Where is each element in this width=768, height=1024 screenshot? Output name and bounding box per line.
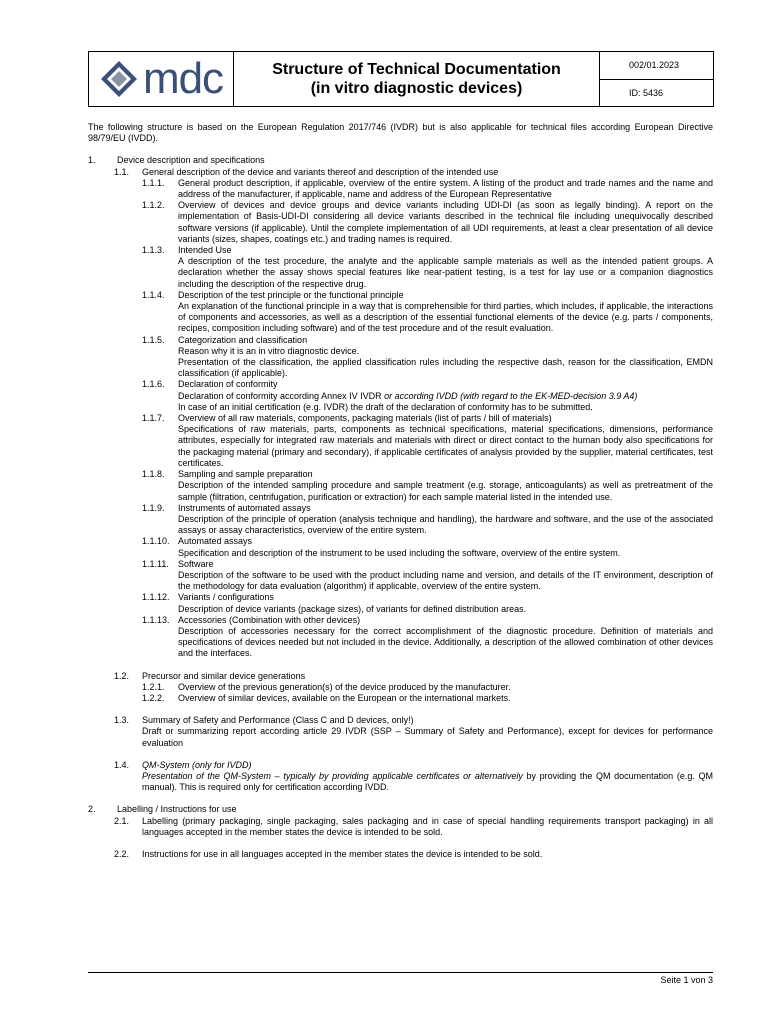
- item-line: A description of the test procedure, the analyte and the applicable sample materials as well as the intended patient groups. A declaration whether the assay shows special features like near-patient testing, is a test for lay use or a companion diagnostics including the description of the respective drug.: [178, 256, 713, 289]
- qm-text-plain: by providing the QM documentation (e.g. QM manual). This is required only for certification according IVDD.: [142, 770, 713, 793]
- item-line: Categorization and classification: [178, 334, 308, 345]
- subsection-text: Labelling (primary packaging, single packaging, sales packaging and in case of special handling requirements transport packaging) in all languages accepted in the member states the device is intended to be sold.: [142, 815, 713, 837]
- item-line: Description of the intended sampling procedure and sample treatment (e.g. storage, anticoagulants) as well as pretreatment of the sample (filtration, centrifugation, purification or extraction) for each sample material listed in the intended use.: [178, 480, 713, 502]
- item-line: Automated assays: [178, 536, 253, 547]
- item-line: Accessories (Combination with other devices): [178, 614, 361, 625]
- subsection-heading: [88, 715, 713, 749]
- item-line: Sampling and sample preparation: [178, 469, 313, 480]
- item-text: Overview of the previous generation(s) of the device produced by the manufacturer.: [178, 681, 511, 692]
- item-line: Declaration of conformity: [178, 379, 278, 390]
- qm-text-italic: Presentation of the QM-System – typically by providing applicable certificates or alternatively: [142, 770, 523, 781]
- mdc-logo-icon: [99, 59, 139, 99]
- item-body: [178, 245, 713, 290]
- section-heading: [88, 155, 713, 166]
- list-item: [88, 503, 713, 537]
- item-line: Specifications of raw materials, parts, components as technical specifications, material specifications, dimensions, performance attributes, especially for integrated raw materials and materials with direct or direct contact to the human body also specifications for the packaging material (primary and secondary), if applicable certificates of analysis provided by the supplier, material certificates, test certificates.: [178, 424, 713, 468]
- item-body: [178, 413, 713, 469]
- item-number: 1.1.7.: [142, 413, 165, 424]
- list-item: [88, 682, 713, 693]
- subsection-number: 2.1.: [114, 815, 130, 826]
- doc-number: 002/01.2023: [600, 52, 713, 80]
- item-line: [178, 391, 713, 402]
- item-line: Overview of devices and device groups and device variants including UDI-DI (as soon as legally binding). A report on the implementation of Basis-UDI-DI considering all device variants described in the technical file including unequivocally described software versions (if applicable). Until the complete implementation of all UDI requirements, at least a clear presentation of all device variants (sizes, shapes, coatings etc.) and trading names is required.: [178, 200, 713, 244]
- item-line: Instruments of automated assays: [178, 502, 311, 513]
- subsection-text: [142, 771, 713, 793]
- item-body: [178, 536, 713, 558]
- item-line: Description of the software to be used with the product including name and version, and details of the IT environment, description of the methodology for data evaluation (algorithm) if applicable, overview of the entire system.: [178, 569, 713, 592]
- document-title: [234, 52, 600, 106]
- list-item: [88, 413, 713, 469]
- list-item: [88, 335, 713, 380]
- item-number: 1.1.9.: [142, 502, 165, 513]
- item-body: [178, 290, 713, 335]
- item-body: [178, 559, 713, 593]
- item-line: Description of device variants (package sizes), of variants for defined distribution areas.: [178, 603, 527, 614]
- section-number: 2.: [88, 804, 96, 815]
- item-number: 1.1.5.: [142, 334, 165, 345]
- item-line: Specification and description of the instrument to be used including the software, overview of the entire system.: [178, 547, 621, 558]
- subsection-text: Draft or summarizing report according article 29 IVDR (SSP – Summary of Safety and Performance), except for devices for performance evaluation: [142, 726, 713, 748]
- subsection-title: Summary of Safety and Performance (Class C and D devices, only!): [142, 715, 414, 726]
- subsection-heading: [88, 671, 713, 682]
- decl-plain: Declaration of conformity according Annex IV IVDR: [178, 390, 385, 401]
- list-item: [88, 536, 713, 558]
- section-title: Labelling / Instructions for use: [117, 804, 237, 815]
- subsection-number: 1.2.: [114, 670, 130, 681]
- item-number: 1.2.1.: [142, 681, 165, 692]
- list-item: [88, 559, 713, 593]
- logo: [89, 52, 234, 106]
- subsection-body: [142, 760, 713, 794]
- section-number: 1.: [88, 155, 96, 166]
- list-item: [88, 178, 713, 200]
- item-text: Overview of similar devices, available on the European or the international markets.: [178, 692, 511, 703]
- item-number: 1.1.3.: [142, 245, 165, 256]
- subsection-heading: [88, 760, 713, 794]
- item-line: Presentation of the classification, the applied classification rules including the respective dash, reason for the classification, EMDN classification (if applicable).: [178, 357, 713, 379]
- item-number: 1.1.11.: [142, 558, 169, 569]
- item-number: 1.1.13.: [142, 614, 170, 625]
- item-line: In case of an initial certification (e.g. IVDR) the draft of the declaration of conformity has to be submitted.: [178, 401, 593, 412]
- list-item: [88, 693, 713, 704]
- list-item: [88, 290, 713, 335]
- item-number: 1.1.4.: [142, 289, 165, 300]
- subsection-item: [88, 849, 713, 860]
- item-body: [178, 615, 713, 660]
- item-body: [178, 592, 713, 614]
- document-body: [88, 122, 713, 860]
- subsection-heading: [88, 167, 713, 178]
- section-heading: [88, 804, 713, 815]
- subsection-title: Precursor and similar device generations: [142, 670, 306, 681]
- decl-italic: or according IVDD (with regard to the EK-MED-decision 3.9 A4): [384, 390, 638, 401]
- item-line: General product description, if applicable, overview of the entire system. A listing of the product and trade names and the name and address of the manufacturer, if applicable, name and address of the European Representative: [178, 177, 713, 200]
- subsection-number: 1.4.: [114, 759, 130, 770]
- document-header: [88, 51, 714, 107]
- document-meta: [600, 52, 713, 106]
- list-item: [88, 245, 713, 290]
- item-number: 1.1.8.: [142, 469, 165, 480]
- item-body: [178, 200, 713, 245]
- list-item: [88, 592, 713, 614]
- section-title: Device description and specifications: [117, 155, 265, 166]
- item-number: 1.1.6.: [142, 379, 165, 390]
- title-line-2: (in vitro diagnostic devices): [310, 80, 523, 97]
- item-line: Description of the test principle or the functional principle: [178, 289, 404, 300]
- item-line: Description of the principle of operation (analysis technique and handling), the hardware and software, and the use of the associated assays or assay characteristics, overview of the entire system.: [178, 513, 713, 536]
- page-number: Seite 1 von 3: [660, 975, 713, 985]
- item-number: 1.1.2.: [142, 200, 165, 211]
- item-line: Variants / configurations: [178, 592, 274, 603]
- subsection-item: [88, 816, 713, 838]
- title-line-1: Structure of Technical Documentation: [272, 61, 561, 78]
- item-body: [178, 503, 713, 537]
- subsection-body: [142, 715, 713, 749]
- list-item: [88, 615, 713, 660]
- subsection-title: General description of the device and variants thereof and description of the intended use: [142, 166, 499, 177]
- intro-paragraph: The following structure is based on the European Regulation 2017/746 (IVDR) but is also applicable for technical files according European Directive 98/79/EU (IVDD).: [88, 122, 713, 144]
- item-line: Overview of all raw materials, components, packaging materials (list of parts / bill of materials): [178, 413, 552, 424]
- item-line: Reason why it is an in vitro diagnostic device.: [178, 345, 360, 356]
- doc-id: ID: 5436: [629, 87, 664, 98]
- item-number: 1.1.1.: [142, 177, 165, 188]
- list-item: [88, 379, 713, 413]
- item-line: Software: [178, 558, 214, 569]
- footer-divider: [88, 972, 713, 973]
- item-body: [178, 469, 713, 503]
- subsection-text: Instructions for use in all languages accepted in the member states the device is intended to be sold.: [142, 848, 543, 859]
- subsection-number: 2.2.: [114, 848, 130, 859]
- item-number: 1.1.12.: [142, 592, 170, 603]
- item-body: [178, 335, 713, 380]
- subsection-title: QM-System (only for IVDD): [142, 759, 252, 770]
- subsection-number: 1.3.: [114, 715, 130, 726]
- item-body: [178, 178, 713, 200]
- item-line: Description of accessories necessary for the correct accomplishment of the diagnostic procedure. Definition of materials and specifications of devices needed but not included in the device. Additionally, a description of the allowed combination of other devices and the interfaces.: [178, 625, 713, 659]
- subsection-number: 1.1.: [114, 166, 130, 177]
- item-number: 1.1.10.: [142, 536, 170, 547]
- logo-text: mdc: [142, 54, 224, 103]
- item-line: An explanation of the functional principle in a way that is comprehensible for third parties, which includes, if applicable, the interactions of components and accessories, as well as a description of the essential functional elements of the device (e.g. parts / components, recipes, composition including software) and of the test procedure and of the result evaluation.: [178, 301, 713, 334]
- list-item: [88, 200, 713, 245]
- item-number: 1.2.2.: [142, 692, 165, 703]
- item-body: [178, 379, 713, 413]
- list-item: [88, 469, 713, 503]
- item-line: Intended Use: [178, 245, 232, 256]
